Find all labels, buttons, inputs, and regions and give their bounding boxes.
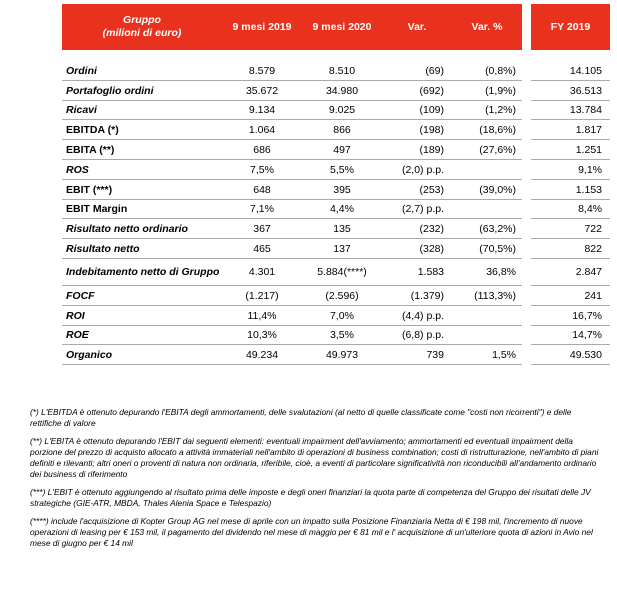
cell-var: (189) (419, 144, 444, 157)
cell-var-pct: (27,6%) (479, 144, 516, 157)
cell-var-pct: (1,9%) (485, 84, 516, 97)
cell-9m-2019: 11,4% (247, 309, 277, 322)
cell-var-pct: (39,0%) (479, 183, 516, 196)
col-9m-2020-header: 9 mesi 2020 (312, 20, 372, 33)
cell-9m-2019: 648 (253, 183, 271, 196)
row-label: EBIT Margin (66, 203, 128, 216)
cell-9m-2020: 866 (333, 124, 351, 137)
cell-var-pct: (113,3%) (474, 289, 516, 302)
cell-9m-2019: 35.672 (245, 84, 279, 97)
cell-9m-2019: 1.064 (248, 124, 276, 137)
cell-fy-2019: 822 (584, 243, 602, 256)
cell-var-pct (452, 160, 522, 180)
cell-9m-2019: 8.579 (248, 64, 276, 77)
cell-var: 739 (426, 349, 444, 362)
row-label: Risultato netto ordinario (66, 223, 188, 236)
footnote-ebita: (**) L'EBITA è ottenuto depurando l'EBIT dai seguenti elementi: eventuali impairment dell'avviamento; ammortamenti ed eventuali impairment della porzione del prezzo di acquisto allocato a attività immateriali nell'ambito di operazioni di business combination; costi di ristrutturazione, nell'ambito di piani definiti e rilevanti; altri oneri o proventi di natura non ordinaria, riferibile, cioè, a eventi di particolare significatività non riconducibili all'andamento ordinario dei business di riferimento (30, 436, 599, 479)
table-header (62, 4, 522, 50)
cell-9m-2020: 5.884(****) (317, 266, 367, 279)
cell-var-pct: 1,5% (492, 349, 516, 362)
row-label: EBIT (***) (66, 183, 113, 196)
cell-var: (198) (419, 124, 444, 137)
cell-var: 1.583 (417, 266, 444, 279)
cell-9m-2020: 497 (333, 144, 351, 157)
cell-var-pct: (0,8%) (485, 64, 516, 77)
cell-var: (4,4) p.p. (401, 309, 444, 322)
cell-fy-2019: 722 (584, 223, 602, 236)
cell-fy-2019: 1.817 (575, 124, 602, 137)
group-header (62, 4, 222, 50)
row-label: FOCF (66, 289, 95, 302)
cell-9m-2020: 135 (333, 223, 351, 236)
cell-fy-2019: 13.784 (569, 104, 602, 117)
row-label: ROI (66, 309, 85, 322)
cell-9m-2020: 5,5% (330, 163, 354, 176)
row-label: ROE (66, 329, 89, 342)
cell-var: (692) (419, 84, 444, 97)
cell-9m-2020: 7,0% (330, 309, 354, 322)
cell-var-pct (452, 200, 522, 220)
fy-header (531, 4, 610, 50)
cell-9m-2019: 49.234 (245, 349, 279, 362)
cell-9m-2019: 7,5% (250, 163, 274, 176)
row-label: Risultato netto (66, 243, 140, 256)
cell-var: (328) (419, 243, 444, 256)
cell-fy-2019: 1.153 (575, 183, 602, 196)
row-label: Ricavi (66, 104, 97, 117)
row-label: Organico (66, 349, 113, 362)
cell-9m-2019: 7,1% (250, 203, 274, 216)
cell-fy-2019: 241 (584, 289, 602, 302)
group-header-title: Gruppo (123, 14, 161, 26)
cell-fy-2019: 2.847 (575, 266, 602, 279)
cell-9m-2019: 686 (253, 144, 271, 157)
cell-9m-2019: 9.134 (248, 104, 276, 117)
cell-fy-2019: 1.251 (575, 144, 602, 157)
cell-9m-2020: 8.510 (328, 64, 356, 77)
row-label: EBITA (**) (66, 144, 115, 157)
col-9m-2019-header: 9 mesi 2019 (232, 20, 292, 33)
cell-fy-2019: 16,7% (572, 309, 602, 322)
cell-fy-2019: 8,4% (578, 203, 602, 216)
cell-var-pct (452, 326, 522, 346)
cell-9m-2019: 10,3% (247, 329, 277, 342)
cell-var: (1.379) (410, 289, 444, 302)
cell-9m-2020: 3,5% (330, 329, 354, 342)
cell-var: (232) (419, 223, 444, 236)
row-label: Portafoglio ordini (66, 84, 154, 97)
cell-9m-2019: (1.217) (245, 289, 279, 302)
cell-9m-2020: 395 (333, 183, 351, 196)
cell-fy-2019: 9,1% (578, 163, 602, 176)
cell-var: (6,8) p.p. (401, 329, 444, 342)
row-label: EBITDA (*) (66, 124, 119, 137)
cell-var: (109) (419, 104, 444, 117)
cell-9m-2019: 4.301 (248, 266, 276, 279)
cell-var-pct: (70,5%) (479, 243, 516, 256)
cell-fy-2019: 36.513 (569, 84, 602, 97)
footnote-ebitda: (*) L'EBITDA è ottenuto depurando l'EBITA degli ammortamenti, delle svalutazioni (al netto di quelle classificate come "costi non ricorrenti") e delle rettifiche di valore (30, 407, 572, 428)
cell-var: (69) (425, 64, 444, 77)
cell-var: (2,0) p.p. (401, 163, 444, 176)
col-var-header: Var. (407, 20, 427, 33)
cell-var-pct (452, 306, 522, 326)
row-label: Ordini (66, 64, 97, 77)
cell-var-pct: 36,8% (486, 266, 516, 279)
cell-fy-2019: 14,7% (572, 329, 602, 342)
footnote-ebit: (***) L'EBIT è ottenuto aggiungendo al risultato prima delle imposte e degli oneri finanziari la quota parte di competenza del Gruppo dei risultati delle JV strategiche (GIE-ATR, MBDA, Thales Alenia Space e Telespazio) (30, 487, 591, 508)
row-divider (62, 364, 522, 365)
col-var-pct-header: Var. % (471, 20, 503, 33)
row-label: ROS (66, 163, 89, 176)
cell-var: (253) (419, 183, 444, 196)
group-header-unit: (milioni di euro) (102, 27, 182, 39)
cell-var: (2,7) p.p. (401, 203, 444, 216)
col-fy-2019-header: FY 2019 (550, 20, 591, 33)
cell-fy-2019: 14.105 (569, 64, 602, 77)
cell-var-pct: (63,2%) (479, 223, 516, 236)
cell-9m-2020: 49.973 (325, 349, 359, 362)
cell-9m-2020: 34.980 (325, 84, 359, 97)
footnotes (30, 407, 605, 556)
cell-fy-2019: 49.530 (569, 349, 602, 362)
cell-9m-2020: 4,4% (330, 203, 354, 216)
cell-var-pct: (1,2%) (485, 104, 516, 117)
cell-9m-2020: (2.596) (325, 289, 359, 302)
cell-9m-2020: 137 (333, 243, 351, 256)
cell-9m-2020: 9.025 (328, 104, 356, 117)
footnote-debt: (****) include l'acquisizione di Kopter Group AG nel mese di aprile con un impatto sulla Posizione Finanziaria Netta di € 198 mil, l'incremento di nuove operazioni di leasing per € 153 mil, il pagamento del dividendo nel mese di maggio per € 81 mil e l' acquisizione di un'ulteriore quota di azioni in Avio nel mese di giugno per € 14 mil (30, 516, 593, 548)
cell-9m-2019: 367 (253, 223, 271, 236)
row-divider-fy (531, 364, 610, 365)
cell-var-pct: (18,6%) (479, 124, 516, 137)
cell-9m-2019: 465 (253, 243, 271, 256)
row-label: Indebitamento netto di Gruppo (66, 266, 220, 279)
